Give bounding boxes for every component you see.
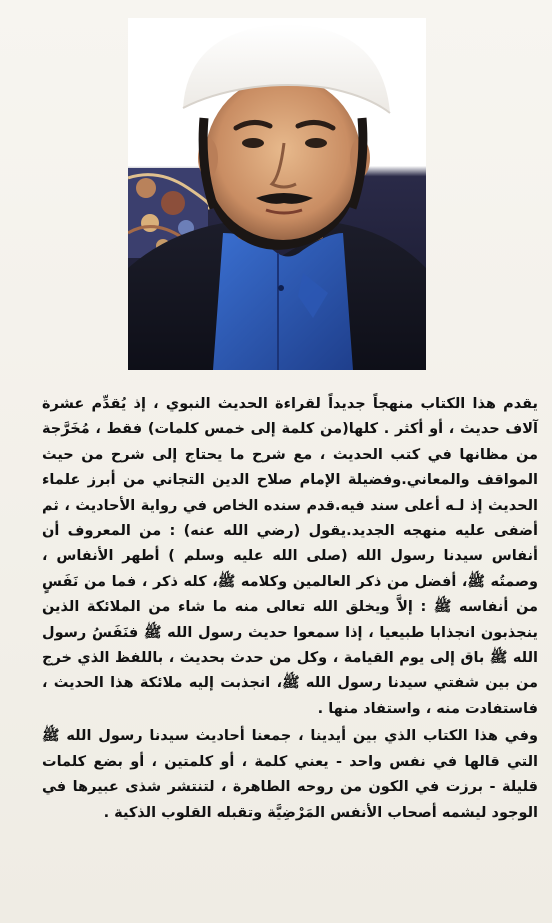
book-description — [42, 392, 538, 826]
description-paragraph-1: يقدم هذا الكتاب منهجاً جديداً لقراءة الحديث النبوي ، إذ يُقدِّم عشرة آلاف حديث ، أو أكثر . كلها(من كلمة إلى خمس كلمات) فقط ، مُخَرَّجة من مظانها في كتب الحديث ، مع شرح ما يحتاج إلى شرح من حيث المواقف والمعاني.وفضيلة الإمام صلاح الدين التجاني من أبرز علماء الحديث إذ لـه أعلى سند فيه.قدم سنده الخاص في رواية الأحاديث ، ثم أضفى عليه منهجه الجديد.يقول (رضي الله عنه) : من المعروف أن أنفاس سيدنا رسول الله (صلى الله عليه وسلم ) أطهر الأنفاس ، وصمتُه ﷺ، أفضل من ذكر العالمين وكلامه ﷺ، كله ذكر ، فما من نَفَسٍ من أنفاسه ﷺ : إلاَّ ويخلق الله تعالى منه ما شاء من الملائكة الذين ينجذبون انجذابا طبيعيا ، إذا سمعوا حديث رسول الله ﷺ فنَفَسُ رسول الله ﷺ باق إلى يوم القيامة ، وكل من حدث بحديث ، باللفظ الذي خرج من بين شفتي سيدنا رسول الله ﷺ، انجذبت إليه ملائكة هذا الحديث ، فاستفادت منه ، واستفاد منها . — [42, 396, 538, 717]
portrait-illustration — [128, 18, 426, 370]
description-paragraph-2: وفي هذا الكتاب الذي بين أيدينا ، جمعنا أحاديث سيدنا رسول الله ﷺ التي قالها في نفس واحد - يعني كلمة ، أو كلمتين ، أو بضع كلمات قليلة - برزت في الكون من روحه الطاهرة ، لتنتشر شذى عبيرها في الوجود ليشمه أصحاب الأنفس المَرْضِيَّة وتقبله القلوب الذكية . — [42, 728, 538, 821]
author-portrait — [128, 18, 426, 370]
